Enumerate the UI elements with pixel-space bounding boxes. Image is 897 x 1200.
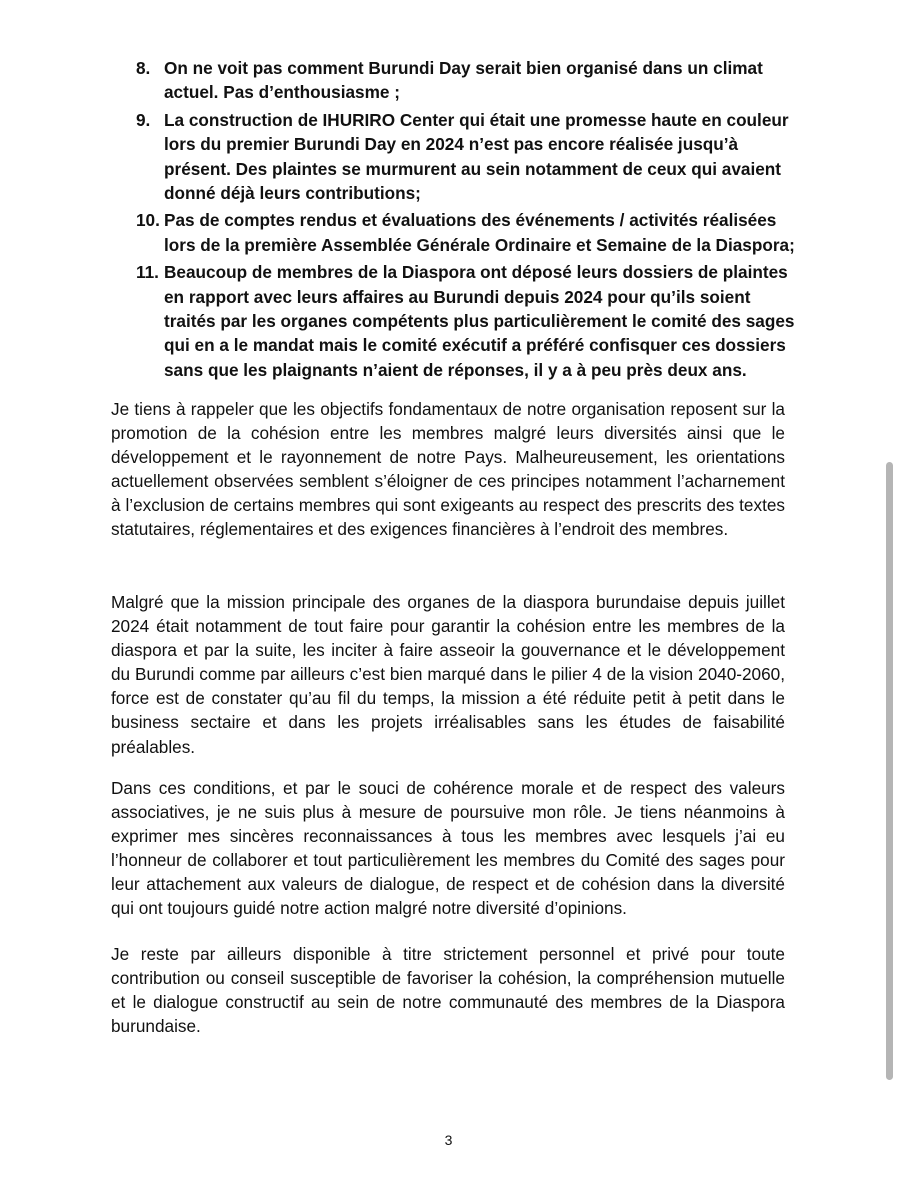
list-item-number: 8. [136,58,151,78]
list-item [118,108,798,206]
list-item-text: La construction de IHURIRO Center qui était une promesse haute en couleur lors du premier Burundi Day en 2024 n’est pas encore réalisée jusqu’à présent. Des plaintes se murmurent au sein notamment de ceux qui avaient donné déjà leurs contributions; [164,109,789,204]
list-item-number: 11. [136,262,159,283]
list-item-number: 10. [136,210,160,231]
list-item [118,56,798,105]
scrollbar-thumb[interactable] [886,462,893,1080]
page-number: 3 [444,1132,453,1148]
paragraph-objectives: Je tiens à rappeler que les objectifs fondamentaux de notre organisation reposent sur la promotion de la cohésion entre les membres malgré leurs diversités ainsi que le développement et le rayonnement de notre Pays. Malheureusement, les orientations actuellement observées semblent s’éloigner de ces principes notamment l’acharnement à l’exclusion de certains membres qui sont exigeants au respect des prescrits des textes statutaires, réglementaires et des exigences financières à l’endroit des membres. [111,399,785,540]
list-item-text: Pas de comptes rendus et évaluations des événements / activités réalisées lors de la première Assemblée Générale Ordinaire et Semaine de la Diaspora; [164,210,795,255]
list-item-text: Beaucoup de membres de la Diaspora ont déposé leurs dossiers de plaintes en rapport avec leurs affaires au Burundi depuis 2024 pour qu’ils soient traités par les organes compétents plus particulièrement le comité des sages qui en a le mandat mais le comité exécutif a préféré confisquer ces dossiers sans que les plaignants n’aient de réponses, il y a à peu près deux ans. [164,262,795,380]
vertical-scrollbar[interactable] [883,0,897,1200]
complaints-list [118,56,798,385]
paragraph-availability: Je reste par ailleurs disponible à titre strictement personnel et privé pour toute contribution ou conseil susceptible de favoriser la cohésion, la compréhension mutuelle et le dialogue constructif au sein de notre communauté des membres de la Diaspora burundaise. [111,944,785,1037]
paragraph-conditions: Dans ces conditions, et par le souci de cohérence morale et de respect des valeurs associatives, je ne suis plus à mesure de poursuive mon rôle. Je tiens néanmoins à exprimer mes sincères reconnaissances à tous les membres avec lesquels j’ai eu l’honneur de collaborer et tout particulièrement les membres du Comité des sages pour leur attachement aux valeurs de dialogue, de respect et de cohésion dans la diversité qui ont toujours guidé notre action malgré notre diversité d’opinions. [111,778,785,919]
paragraph-mission: Malgré que la mission principale des organes de la diaspora burundaise depuis juillet 2024 était notamment de tout faire pour garantir la cohésion entre les membres de la diaspora et par la suite, les inciter à faire asseoir la gouvernance et le développement du Burundi comme par ailleurs c’est bien marqué dans le pilier 4 de la vision 2040-2060, force est de constater qu’au fil du temps, la mission a été réduite petit à petit dans le business sectaire et dans les projets irréalisables sans les études de faisabilité préalables. [111,592,785,757]
list-item-number: 9. [136,109,151,130]
list-item-text: On ne voit pas comment Burundi Day serait bien organisé dans un climat actuel. Pas d’enthousiasme ; [164,58,763,103]
list-item [118,208,798,257]
list-item [118,260,798,382]
